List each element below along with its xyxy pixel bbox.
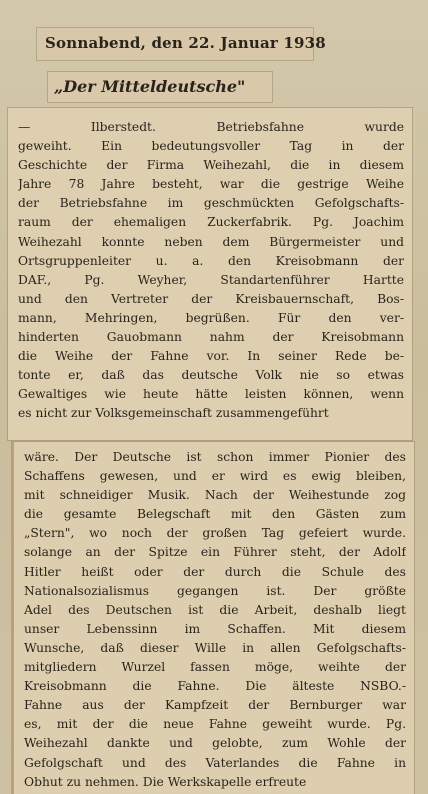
article-line: Nationalsozialismus gegangen ist. Der größte	[24, 583, 406, 598]
article-line: unser Lebenssinn im Schaffen. Mit diesem	[24, 621, 406, 636]
article-column-1	[8, 108, 412, 440]
article-line: raum der ehemaligen Zuckerfabrik. Pg. Joachim	[18, 215, 404, 230]
article-line: es nicht zur Volksgemeinschaft zusammengeführt	[18, 406, 329, 421]
article-line: Weihezahl konnte neben dem Bürgermeister und	[18, 234, 404, 249]
article-line: die gesamte Belegschaft mit den Gästen zum	[24, 507, 406, 522]
article-line: geweiht. Ein bedeutungsvoller Tag in der	[18, 139, 404, 154]
article-line: Gewaltiges wie heute hätte leisten können, wenn	[18, 387, 404, 402]
article-line: Jahre 78 Jahre besteht, war die gestrige Weihe	[18, 177, 404, 192]
article-line: DAF., Pg. Weyher, Standartenführer Hartte	[18, 272, 404, 287]
article-line: Fahne aus der Kampfzeit der Bernburger war	[24, 698, 406, 713]
article-line: wäre. Der Deutsche ist schon immer Pionier des	[24, 450, 406, 464]
article-line: die Weihe der Fahne vor. In seiner Rede be-	[18, 349, 404, 364]
date-line: Sonnabend, den 22. Januar 1938	[45, 34, 326, 52]
article-line: Obhut zu nehmen. Die Werkskapelle erfreute	[24, 774, 307, 789]
article-line: Kreisobmann die Fahne. Die älteste NSBO.-	[24, 679, 406, 694]
article-line: Wunsche, daß dieser Wille in allen Gefolgschafts-	[24, 640, 406, 655]
article-line: mann, Mehringen, begrüßen. Für den ver-	[18, 310, 404, 325]
article-column-2	[12, 442, 414, 794]
article-line: Geschichte der Firma Weihezahl, die in diesem	[18, 158, 404, 173]
article-line: hinderten Gauobmann nahm der Kreisobmann	[18, 330, 404, 345]
article-line: es, mit der die neue Fahne geweiht wurde. Pg.	[24, 717, 406, 732]
article-line: Ortsgruppenleiter u. a. den Kreisobmann der	[18, 253, 404, 268]
newspaper-name: „Der Mitteldeutsche"	[54, 77, 246, 96]
article-line: Weihezahl dankte und gelobte, zum Wohle der	[24, 736, 406, 751]
article-line: Adel des Deutschen ist die Arbeit, deshalb liegt	[24, 602, 406, 617]
article-line: Hitler heißt oder der durch die Schule des	[24, 564, 406, 579]
date-clipping	[37, 28, 326, 60]
article-line: tonte er, daß das deutsche Volk nie so etwas	[18, 368, 404, 383]
article-line: — Ilberstedt. Betriebsfahne wurde	[18, 120, 404, 134]
newspaper-name-clipping	[48, 72, 272, 102]
article-column-2-text	[24, 448, 406, 792]
article-line: Gefolgschaft und des Vaterlandes die Fahne in	[24, 755, 406, 770]
article-line: und den Vertreter der Kreisbauernschaft, Bos-	[18, 291, 404, 306]
article-line: mit schneidiger Musik. Nach der Weihestunde zog	[24, 488, 406, 503]
article-line: der Betriebsfahne im geschmückten Gefolgschafts-	[18, 196, 404, 211]
article-line: mitgliedern Wurzel fassen möge, weihte der	[24, 660, 406, 675]
article-column-1-text	[18, 118, 404, 424]
article-line: Schaffens gewesen, und er wird es ewig bleiben,	[24, 469, 406, 484]
article-line: „Stern", wo noch der großen Tag gefeiert wurde.	[24, 526, 406, 541]
article-line: solange an der Spitze ein Führer steht, der Adolf	[24, 545, 406, 560]
